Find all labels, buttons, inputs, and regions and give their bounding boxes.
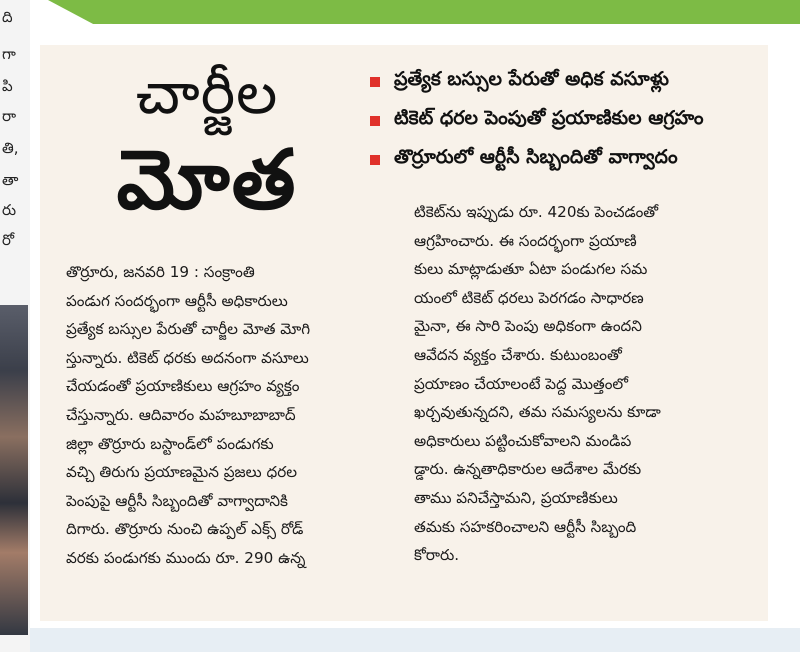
highlight-text: టికెట్ ధరల పెంపుతో ప్రయాణికుల ఆగ్రహం xyxy=(394,107,704,129)
adjacent-text-fragment: రో xyxy=(2,231,15,249)
headline xyxy=(62,55,352,231)
adjacent-article-column xyxy=(0,0,30,652)
adjacent-text-fragment: ది xyxy=(2,8,13,26)
body-line: పెంపుపై ఆర్టీసీ సిబ్బందితో వాగ్వాదానికి xyxy=(66,491,288,510)
body-line: తమకు సహకరించాలని ఆర్టీసీ సిబ్బంది xyxy=(414,517,637,536)
body-line: ఆగ్రహించారు. ఈ సందర్భంగా ప్రయాణి xyxy=(414,231,637,250)
square-bullet-icon xyxy=(370,155,380,165)
adjacent-text-fragment: తి, xyxy=(2,139,19,157)
body-line: అధికారులు పట్టించుకోవాలని మండిప xyxy=(414,431,632,450)
body-line: కులు మాట్లాడుతూ ఏటా పండుగల సమ xyxy=(414,260,648,279)
body-line: వచ్చి తిరుగు ప్రయాణమైన ప్రజలు ధరల xyxy=(66,463,297,482)
body-line: తాము పనిచేస్తామని, ప్రయాణికులు xyxy=(414,488,618,507)
square-bullet-icon xyxy=(370,116,380,126)
body-line: ఆవేదన వ్యక్తం చేశారు. కుటుంబంతో xyxy=(414,345,622,364)
body-line: పండుగ సందర్భంగా ఆర్టీసీ అధికారులు xyxy=(66,291,288,310)
body-line: వరకు పండుగకు ముందు రూ. 290 ఉన్న xyxy=(66,548,306,567)
body-line: చేయడంతో ప్రయాణికులు ఆగ్రహం వ్యక్తం xyxy=(66,377,300,396)
body-line: టికెట్‌ను ఇప్పుడు రూ. 420కు పెంచడంతో xyxy=(414,203,659,221)
highlight-item xyxy=(370,101,760,140)
next-article-strip xyxy=(30,628,800,652)
body-line: యంలో టికెట్ ధరలు పెరగడం సాధారణ xyxy=(414,288,644,307)
adjacent-text-fragment: తా xyxy=(2,171,19,189)
highlight-text: తొర్రూరులో ఆర్టీసీ సిబ్బందితో వాగ్వాదం xyxy=(394,146,678,168)
highlight-text: ప్రత్యేక బస్సుల పేరుతో అధిక వసూళ్లు xyxy=(394,68,669,90)
adjacent-text-fragment: గా xyxy=(2,45,16,63)
body-line: ఖర్చవుతున్నదని, తమ సమస్యలను కూడా xyxy=(414,403,661,422)
body-line: చేస్తున్నారు. ఆదివారం మహబూబాబాద్ xyxy=(66,405,296,424)
adjacent-text-fragment: రు xyxy=(2,201,17,219)
square-bullet-icon xyxy=(370,77,380,87)
body-line: ప్రత్యేక బస్సుల పేరుతో చార్జీల మోత మోగి xyxy=(66,320,311,339)
headline-line-1: చార్జీల xyxy=(135,59,279,127)
headline-line-2: మోత xyxy=(116,133,298,228)
body-line: కోరారు. xyxy=(414,546,460,565)
adjacent-photo xyxy=(0,305,28,635)
body-line: దిగారు. తొర్రూరు నుంచి ఉప్పల్ ఎక్స్ రోడ్ xyxy=(66,520,304,539)
body-line: జిల్లా తొర్రూరు బస్టాండ్‌లో పండుగకు xyxy=(66,434,274,453)
body-line: ప్రయాణం చేయాలంటే పెద్ద మొత్తంలో xyxy=(414,374,629,393)
body-line: మైనా, ఈ సారి పెంపు అధికంగా ఉందని xyxy=(414,317,642,336)
highlights-list xyxy=(370,62,760,179)
body-column-left xyxy=(66,258,396,573)
adjacent-text-fragment: రా xyxy=(2,107,17,125)
body-line: డ్డారు. ఉన్నతాధికారుల ఆదేశాల మేరకు xyxy=(414,460,642,479)
adjacent-text-fragment: పి xyxy=(2,77,13,95)
body-line: స్తున్నారు. టికెట్ ధరకు అదనంగా వసూలు xyxy=(66,348,309,367)
body-line: తొర్రూరు, జనవరి 19 : సంక్రాంతి xyxy=(66,263,255,281)
body-column-right xyxy=(414,198,746,570)
highlight-item xyxy=(370,62,760,101)
highlight-item xyxy=(370,140,760,179)
green-header-band xyxy=(48,0,800,24)
